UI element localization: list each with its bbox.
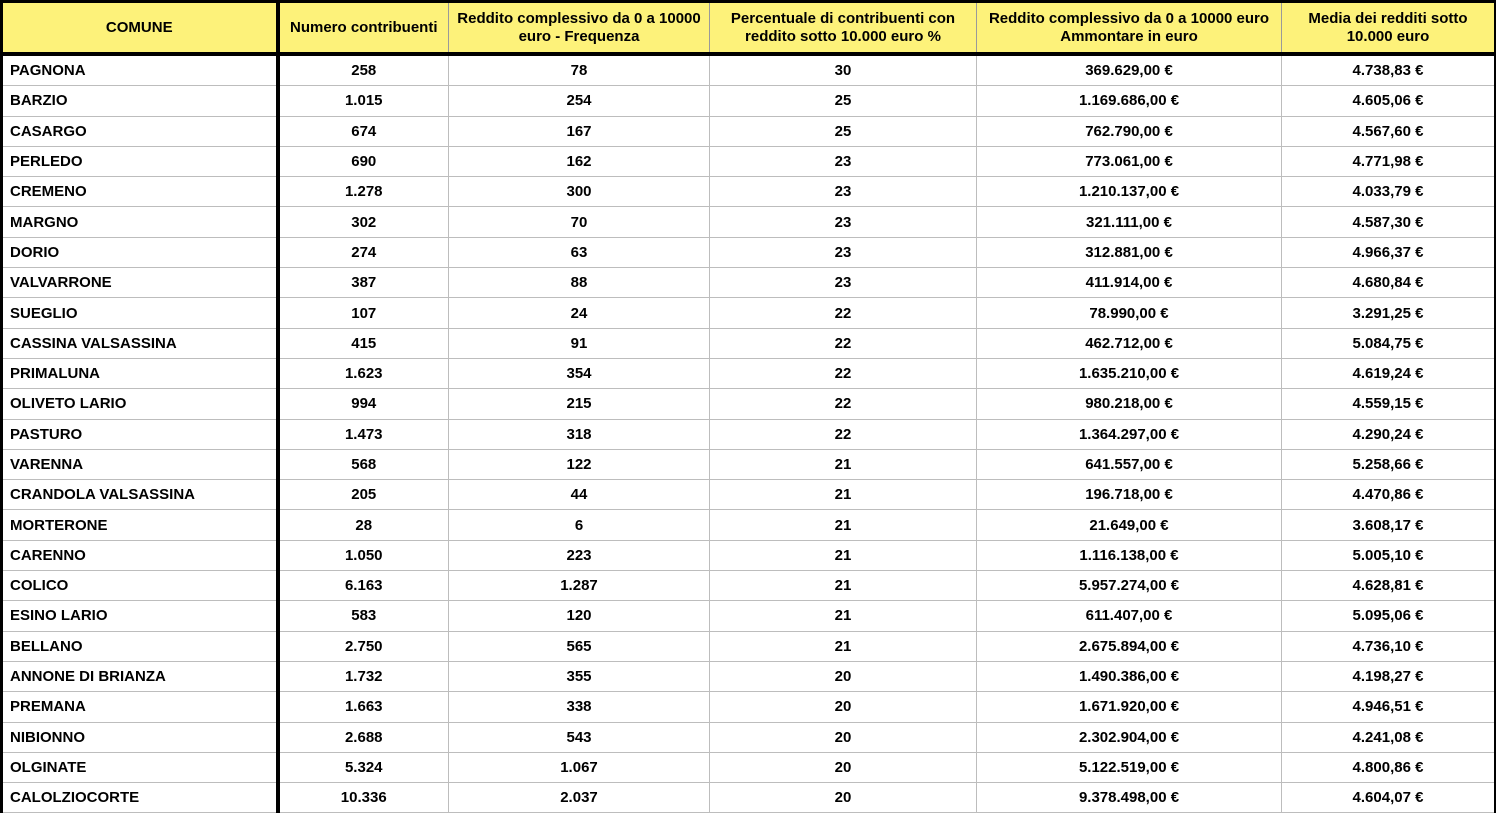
percentuale-cell: 20 xyxy=(710,661,977,691)
media-cell: 4.587,30 € xyxy=(1282,207,1496,237)
numero-contribuenti-cell: 5.324 xyxy=(278,752,449,782)
media-cell: 4.771,98 € xyxy=(1282,146,1496,176)
frequenza-cell: 215 xyxy=(449,389,710,419)
table-row xyxy=(2,692,1496,722)
ammontare-cell: 1.671.920,00 € xyxy=(977,692,1282,722)
percentuale-cell: 23 xyxy=(710,207,977,237)
ammontare-cell: 21.649,00 € xyxy=(977,510,1282,540)
header-ammontare: Reddito complessivo da 0 a 10000 euro Ammontare in euro xyxy=(977,2,1282,55)
ammontare-cell: 411.914,00 € xyxy=(977,268,1282,298)
comune-cell: MORTERONE xyxy=(2,510,278,540)
table-row xyxy=(2,328,1496,358)
header-numero-contribuenti: Numero contribuenti xyxy=(278,2,449,55)
percentuale-cell: 20 xyxy=(710,783,977,813)
numero-contribuenti-cell: 1.278 xyxy=(278,177,449,207)
media-cell: 3.608,17 € xyxy=(1282,510,1496,540)
comune-cell: SUEGLIO xyxy=(2,298,278,328)
frequenza-cell: 91 xyxy=(449,328,710,358)
numero-contribuenti-cell: 1.050 xyxy=(278,540,449,570)
header-percentuale: Percentuale di contribuenti con reddito sotto 10.000 euro % xyxy=(710,2,977,55)
comune-cell: NIBIONNO xyxy=(2,722,278,752)
ammontare-cell: 462.712,00 € xyxy=(977,328,1282,358)
table-row xyxy=(2,268,1496,298)
frequenza-cell: 162 xyxy=(449,146,710,176)
comune-cell: VARENNA xyxy=(2,449,278,479)
ammontare-cell: 9.378.498,00 € xyxy=(977,783,1282,813)
numero-contribuenti-cell: 1.015 xyxy=(278,86,449,116)
table-row xyxy=(2,783,1496,813)
table-row xyxy=(2,571,1496,601)
media-cell: 4.628,81 € xyxy=(1282,571,1496,601)
comune-cell: OLIVETO LARIO xyxy=(2,389,278,419)
table-row xyxy=(2,722,1496,752)
ammontare-cell: 5.957.274,00 € xyxy=(977,571,1282,601)
percentuale-cell: 20 xyxy=(710,722,977,752)
numero-contribuenti-cell: 258 xyxy=(278,54,449,86)
numero-contribuenti-cell: 690 xyxy=(278,146,449,176)
numero-contribuenti-cell: 107 xyxy=(278,298,449,328)
frequenza-cell: 223 xyxy=(449,540,710,570)
comune-cell: ANNONE DI BRIANZA xyxy=(2,661,278,691)
table-row xyxy=(2,480,1496,510)
media-cell: 3.291,25 € xyxy=(1282,298,1496,328)
percentuale-cell: 21 xyxy=(710,480,977,510)
comune-cell: CARENNO xyxy=(2,540,278,570)
comune-cell: VALVARRONE xyxy=(2,268,278,298)
numero-contribuenti-cell: 10.336 xyxy=(278,783,449,813)
table-row xyxy=(2,54,1496,86)
percentuale-cell: 21 xyxy=(710,449,977,479)
numero-contribuenti-cell: 2.688 xyxy=(278,722,449,752)
frequenza-cell: 254 xyxy=(449,86,710,116)
comune-cell: PAGNONA xyxy=(2,54,278,86)
table-row xyxy=(2,449,1496,479)
table-row xyxy=(2,510,1496,540)
frequenza-cell: 300 xyxy=(449,177,710,207)
comune-cell: BARZIO xyxy=(2,86,278,116)
numero-contribuenti-cell: 1.663 xyxy=(278,692,449,722)
numero-contribuenti-cell: 994 xyxy=(278,389,449,419)
percentuale-cell: 23 xyxy=(710,177,977,207)
media-cell: 5.084,75 € xyxy=(1282,328,1496,358)
media-cell: 4.290,24 € xyxy=(1282,419,1496,449)
percentuale-cell: 21 xyxy=(710,601,977,631)
table-row xyxy=(2,298,1496,328)
table-header xyxy=(2,2,1496,55)
percentuale-cell: 30 xyxy=(710,54,977,86)
media-cell: 4.736,10 € xyxy=(1282,631,1496,661)
ammontare-cell: 1.169.686,00 € xyxy=(977,86,1282,116)
numero-contribuenti-cell: 1.623 xyxy=(278,358,449,388)
percentuale-cell: 20 xyxy=(710,692,977,722)
numero-contribuenti-cell: 568 xyxy=(278,449,449,479)
frequenza-cell: 565 xyxy=(449,631,710,661)
comune-cell: DORIO xyxy=(2,237,278,267)
ammontare-cell: 773.061,00 € xyxy=(977,146,1282,176)
media-cell: 4.604,07 € xyxy=(1282,783,1496,813)
comune-cell: PREMANA xyxy=(2,692,278,722)
header-comune: COMUNE xyxy=(2,2,278,55)
percentuale-cell: 21 xyxy=(710,540,977,570)
frequenza-cell: 78 xyxy=(449,54,710,86)
frequenza-cell: 167 xyxy=(449,116,710,146)
percentuale-cell: 22 xyxy=(710,298,977,328)
table-row xyxy=(2,661,1496,691)
table-row xyxy=(2,358,1496,388)
frequenza-cell: 70 xyxy=(449,207,710,237)
table-row xyxy=(2,146,1496,176)
numero-contribuenti-cell: 387 xyxy=(278,268,449,298)
percentuale-cell: 22 xyxy=(710,328,977,358)
table-row xyxy=(2,540,1496,570)
percentuale-cell: 25 xyxy=(710,116,977,146)
numero-contribuenti-cell: 302 xyxy=(278,207,449,237)
frequenza-cell: 44 xyxy=(449,480,710,510)
frequenza-cell: 1.067 xyxy=(449,752,710,782)
comune-cell: OLGINATE xyxy=(2,752,278,782)
frequenza-cell: 63 xyxy=(449,237,710,267)
numero-contribuenti-cell: 1.732 xyxy=(278,661,449,691)
media-cell: 4.241,08 € xyxy=(1282,722,1496,752)
percentuale-cell: 22 xyxy=(710,389,977,419)
frequenza-cell: 318 xyxy=(449,419,710,449)
frequenza-cell: 2.037 xyxy=(449,783,710,813)
ammontare-cell: 196.718,00 € xyxy=(977,480,1282,510)
media-cell: 4.559,15 € xyxy=(1282,389,1496,419)
ammontare-cell: 369.629,00 € xyxy=(977,54,1282,86)
comune-cell: CREMENO xyxy=(2,177,278,207)
percentuale-cell: 23 xyxy=(710,237,977,267)
ammontare-cell: 1.210.137,00 € xyxy=(977,177,1282,207)
media-cell: 4.800,86 € xyxy=(1282,752,1496,782)
comune-cell: CRANDOLA VALSASSINA xyxy=(2,480,278,510)
media-cell: 4.198,27 € xyxy=(1282,661,1496,691)
table-row xyxy=(2,237,1496,267)
media-cell: 5.258,66 € xyxy=(1282,449,1496,479)
media-cell: 5.005,10 € xyxy=(1282,540,1496,570)
header-row xyxy=(2,2,1496,55)
comune-cell: CASSINA VALSASSINA xyxy=(2,328,278,358)
frequenza-cell: 88 xyxy=(449,268,710,298)
frequenza-cell: 6 xyxy=(449,510,710,540)
ammontare-cell: 78.990,00 € xyxy=(977,298,1282,328)
numero-contribuenti-cell: 2.750 xyxy=(278,631,449,661)
percentuale-cell: 21 xyxy=(710,510,977,540)
media-cell: 4.738,83 € xyxy=(1282,54,1496,86)
comune-cell: COLICO xyxy=(2,571,278,601)
ammontare-cell: 980.218,00 € xyxy=(977,389,1282,419)
media-cell: 4.680,84 € xyxy=(1282,268,1496,298)
header-frequenza: Reddito complessivo da 0 a 10000 euro - Frequenza xyxy=(449,2,710,55)
comune-cell: ESINO LARIO xyxy=(2,601,278,631)
media-cell: 5.095,06 € xyxy=(1282,601,1496,631)
percentuale-cell: 23 xyxy=(710,146,977,176)
table-row xyxy=(2,601,1496,631)
table-row xyxy=(2,86,1496,116)
comune-cell: CALOLZIOCORTE xyxy=(2,783,278,813)
comune-cell: PERLEDO xyxy=(2,146,278,176)
frequenza-cell: 24 xyxy=(449,298,710,328)
percentuale-cell: 21 xyxy=(710,571,977,601)
ammontare-cell: 1.116.138,00 € xyxy=(977,540,1282,570)
table-row xyxy=(2,752,1496,782)
comune-cell: MARGNO xyxy=(2,207,278,237)
numero-contribuenti-cell: 274 xyxy=(278,237,449,267)
comune-cell: PRIMALUNA xyxy=(2,358,278,388)
media-cell: 4.470,86 € xyxy=(1282,480,1496,510)
comune-cell: BELLANO xyxy=(2,631,278,661)
table-row xyxy=(2,207,1496,237)
numero-contribuenti-cell: 415 xyxy=(278,328,449,358)
numero-contribuenti-cell: 205 xyxy=(278,480,449,510)
table-row xyxy=(2,419,1496,449)
percentuale-cell: 23 xyxy=(710,268,977,298)
frequenza-cell: 122 xyxy=(449,449,710,479)
percentuale-cell: 21 xyxy=(710,631,977,661)
ammontare-cell: 2.302.904,00 € xyxy=(977,722,1282,752)
numero-contribuenti-cell: 28 xyxy=(278,510,449,540)
frequenza-cell: 543 xyxy=(449,722,710,752)
media-cell: 4.033,79 € xyxy=(1282,177,1496,207)
media-cell: 4.619,24 € xyxy=(1282,358,1496,388)
comune-cell: PASTURO xyxy=(2,419,278,449)
ammontare-cell: 312.881,00 € xyxy=(977,237,1282,267)
table-row xyxy=(2,177,1496,207)
percentuale-cell: 22 xyxy=(710,419,977,449)
ammontare-cell: 1.364.297,00 € xyxy=(977,419,1282,449)
table-row xyxy=(2,631,1496,661)
media-cell: 4.966,37 € xyxy=(1282,237,1496,267)
ammontare-cell: 1.635.210,00 € xyxy=(977,358,1282,388)
comune-cell: CASARGO xyxy=(2,116,278,146)
frequenza-cell: 338 xyxy=(449,692,710,722)
ammontare-cell: 5.122.519,00 € xyxy=(977,752,1282,782)
numero-contribuenti-cell: 6.163 xyxy=(278,571,449,601)
table-body xyxy=(2,54,1496,813)
media-cell: 4.605,06 € xyxy=(1282,86,1496,116)
table-row xyxy=(2,389,1496,419)
ammontare-cell: 641.557,00 € xyxy=(977,449,1282,479)
ammontare-cell: 321.111,00 € xyxy=(977,207,1282,237)
numero-contribuenti-cell: 674 xyxy=(278,116,449,146)
frequenza-cell: 354 xyxy=(449,358,710,388)
percentuale-cell: 22 xyxy=(710,358,977,388)
frequenza-cell: 355 xyxy=(449,661,710,691)
table-row xyxy=(2,116,1496,146)
ammontare-cell: 611.407,00 € xyxy=(977,601,1282,631)
media-cell: 4.946,51 € xyxy=(1282,692,1496,722)
ammontare-cell: 2.675.894,00 € xyxy=(977,631,1282,661)
percentuale-cell: 20 xyxy=(710,752,977,782)
percentuale-cell: 25 xyxy=(710,86,977,116)
frequenza-cell: 120 xyxy=(449,601,710,631)
ammontare-cell: 762.790,00 € xyxy=(977,116,1282,146)
numero-contribuenti-cell: 583 xyxy=(278,601,449,631)
ammontare-cell: 1.490.386,00 € xyxy=(977,661,1282,691)
header-media: Media dei redditi sotto 10.000 euro xyxy=(1282,2,1496,55)
numero-contribuenti-cell: 1.473 xyxy=(278,419,449,449)
frequenza-cell: 1.287 xyxy=(449,571,710,601)
media-cell: 4.567,60 € xyxy=(1282,116,1496,146)
